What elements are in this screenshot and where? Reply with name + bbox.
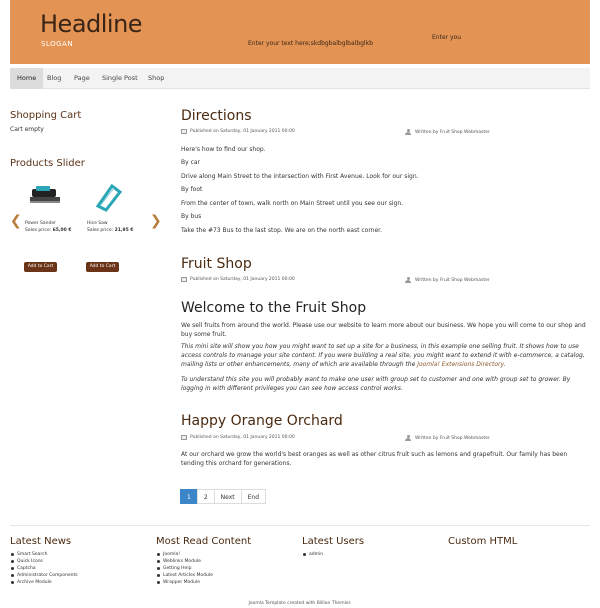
article-paragraph: This mini site will show you how you might want to set up a site for a business, in this example one selling fruit. It shows how to use access controls to manage your site content. If you were building a real site, you might want to extend it with e-commerce, a catalog, mailing lists or other enhancements, many of which are available through the Joomla! Extensions Directory. [181, 343, 585, 368]
add-to-cart-button[interactable]: Add to Cart [24, 262, 57, 272]
list-item[interactable]: Getting Help [156, 565, 213, 572]
user-icon [405, 129, 411, 135]
footer-divider [10, 525, 590, 526]
article-title-happy-orange-orchard[interactable]: Happy Orange Orchard [181, 413, 343, 429]
product-name[interactable]: Hice Saw [87, 221, 108, 226]
list-item[interactable]: Joomla! [156, 551, 213, 558]
nav-item-single-post[interactable]: Single Post [102, 74, 138, 82]
article-published: Published on Saturday, 01 January 2011 00:00 [181, 435, 295, 440]
article-paragraph: From the center of town, walk north on Main Street until you see our sign. [181, 200, 404, 207]
shopping-cart-title: Shopping Cart [10, 110, 82, 121]
header-custom-text: Enter your text here;skdbgbalbglbalbglkb [248, 40, 373, 47]
calendar-icon [181, 435, 187, 440]
site-headline[interactable]: Headline [40, 10, 143, 38]
list-item[interactable]: Quick Icons [10, 558, 78, 565]
nav-item-page[interactable]: Page [74, 74, 90, 82]
article-author: Written by Fruit Shop Webmaster [405, 129, 490, 135]
products-slider-title: Products Slider [10, 158, 85, 169]
main-nav [10, 68, 590, 89]
custom-html-title: Custom HTML [448, 536, 518, 547]
latest-news-title: Latest News [10, 536, 72, 547]
list-item[interactable]: Archive Module [10, 579, 78, 586]
article-paragraph: By foot [181, 186, 203, 193]
nav-item-shop[interactable]: Shop [148, 74, 165, 82]
article-title-directions[interactable]: Directions [181, 108, 252, 124]
article-paragraph: Take the #73 Bus to the last stop. We are on the north east corner. [181, 227, 382, 234]
article-paragraph: To understand this site you will probably want to make one user with group set to customer and one with group set to grower. By logging in with different privileges you can see how access control works. [181, 376, 571, 392]
user-icon [405, 277, 411, 283]
user-icon [405, 435, 411, 441]
extensions-directory-link[interactable]: Joomla! Extensions Directory [417, 361, 504, 368]
latest-users-title: Latest Users [302, 536, 365, 547]
nav-item-home[interactable]: Home [10, 68, 43, 89]
header-banner [10, 0, 590, 64]
end-page-button[interactable]: End [241, 489, 266, 504]
calendar-icon [181, 277, 187, 282]
footer-credit: Joomla Template created with Billion Themler. [248, 601, 352, 606]
site-slogan: SLOGAN [41, 40, 74, 48]
article-author: Written by Fruit Shop Webmaster [405, 435, 490, 441]
list-item[interactable]: Administrator Components [10, 572, 78, 579]
product-name[interactable]: Power Sander [25, 221, 56, 226]
product-price: Sales price: 21,95 € [87, 228, 134, 233]
slider-prev-arrow-icon[interactable]: ❮ [10, 213, 22, 229]
article-published: Published on Saturday, 01 January 2011 00:00 [181, 277, 295, 282]
page-1-button[interactable]: 1 [180, 489, 198, 504]
product-price: Sales price: 65,00 € [25, 228, 72, 233]
list-item[interactable]: Latest Articles Module [156, 572, 213, 579]
page-2-button[interactable]: 2 [197, 489, 215, 504]
latest-news-list [10, 551, 78, 586]
list-item[interactable]: Weblinks Module [156, 558, 213, 565]
list-item[interactable]: Smart Search [10, 551, 78, 558]
pagination [181, 489, 266, 504]
article-paragraph: Drive along Main Street to the intersection with First Avenue. Look for our sign. [181, 173, 419, 180]
list-item[interactable]: admin [302, 551, 323, 558]
article-title-fruit-shop[interactable]: Fruit Shop [181, 256, 252, 272]
nav-item-blog[interactable]: Blog [47, 74, 62, 82]
most-read-title: Most Read Content [156, 536, 252, 547]
article-paragraph: At our orchard we grow the world's best oranges as well as other citrus fruit such as lemons and grapefruit. Our family has been tending this orchard for generations. [181, 451, 568, 467]
article-paragraph: We sell fruits from around the world. Please use our website to learn more about our business. We hope you will come to our shop and buy some fruit. [181, 322, 586, 338]
hice-saw-image[interactable] [92, 182, 124, 212]
list-item[interactable]: Wrapper Module [156, 579, 213, 586]
next-page-button[interactable]: Next [214, 489, 242, 504]
add-to-cart-button[interactable]: Add to Cart [86, 262, 119, 272]
article-paragraph: By bus [181, 213, 202, 220]
cart-status: Cart empty [10, 126, 44, 133]
list-item[interactable]: Captcha [10, 565, 78, 572]
article-published: Published on Saturday, 01 January 2011 00:00 [181, 129, 295, 134]
calendar-icon [181, 129, 187, 134]
power-sander-image[interactable] [28, 183, 64, 211]
latest-users-list [302, 551, 323, 558]
slider-next-arrow-icon[interactable]: ❯ [150, 213, 162, 229]
article-subtitle: Welcome to the Fruit Shop [181, 300, 367, 316]
header-enter-text: Enter you [432, 34, 462, 41]
article-paragraph: By car [181, 159, 201, 166]
article-author: Written by Fruit Shop Webmaster [405, 277, 490, 283]
most-read-list [156, 551, 213, 586]
article-paragraph: Here's how to find our shop. [181, 146, 266, 153]
